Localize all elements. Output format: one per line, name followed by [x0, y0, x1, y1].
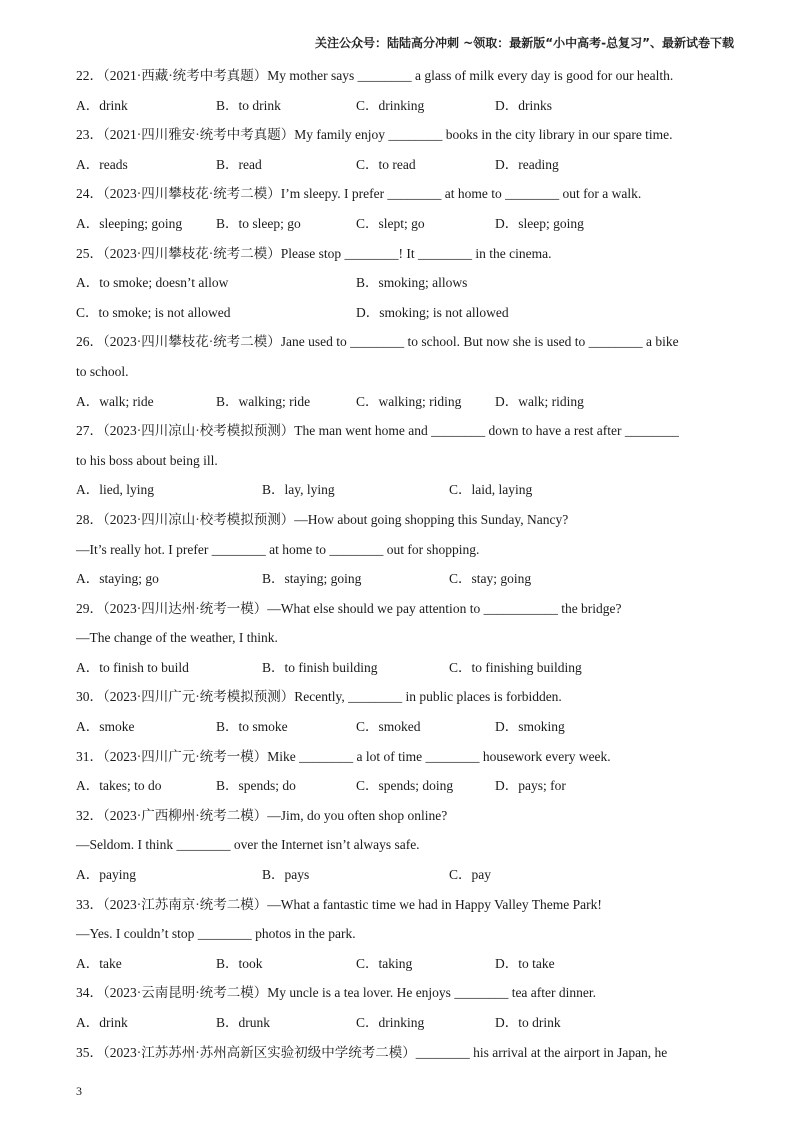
- page-number: 3: [76, 1084, 82, 1098]
- option-d: D．walk; riding: [495, 393, 584, 409]
- option-c: C．smoked: [356, 719, 421, 735]
- option-c: C．laid, laying: [449, 482, 533, 498]
- question-25: 25．（2023·四川攀枝花·统考二模）Please stop ________! It ________ in the cinema.: [76, 245, 552, 261]
- question-23-options: [76, 150, 726, 180]
- option-a: A．takes; to do: [76, 778, 162, 794]
- question-26: 26．（2023·四川攀枝花·统考二模）Jane used to ________ to school. But now she is used to ________ a bike: [76, 334, 679, 350]
- question-34-options: [76, 1008, 726, 1038]
- question-32-options: [76, 860, 726, 890]
- option-d: D．smoking; is not allowed: [356, 304, 509, 320]
- question-33-continued: —Yes. I couldn’t stop ________ photos in the park.: [76, 926, 356, 942]
- option-a: A．reads: [76, 156, 128, 172]
- option-b: B．to smoke: [216, 719, 288, 735]
- option-b: B．to drink: [216, 97, 281, 113]
- option-a: A．to smoke; doesn’t allow: [76, 275, 229, 291]
- option-a: A．paying: [76, 867, 136, 883]
- question-26-continued: to school.: [76, 363, 129, 379]
- question-33: 33．（2023·江苏南京·统考二模）—What a fantastic time we had in Happy Valley Theme Park!: [76, 896, 602, 912]
- question-28-options: [76, 564, 726, 594]
- option-b: B．read: [216, 156, 262, 172]
- question-27-continued: to his boss about being ill.: [76, 452, 218, 468]
- option-d: D．sleep; going: [495, 215, 584, 231]
- question-29-continued: —The change of the weather, I think.: [76, 630, 278, 646]
- option-a: A．smoke: [76, 719, 135, 735]
- option-c: C．drinking: [356, 97, 425, 113]
- question-24-options: [76, 209, 726, 239]
- option-b: B．spends; do: [216, 778, 296, 794]
- question-27-options: [76, 475, 726, 505]
- option-c: C．pay: [449, 867, 491, 883]
- option-c: C．drinking: [356, 1015, 425, 1030]
- option-a: A．drink: [76, 97, 128, 113]
- question-35: 35．（2023·江苏苏州·苏州高新区实验初级中学统考二模）________ his arrival at the airport in Japan, he: [76, 1044, 668, 1060]
- question-22: 22．（2021·西藏·统考中考真题）My mother says ________ a glass of milk every day is good for our health.: [76, 68, 674, 83]
- option-d: D．to drink: [495, 1015, 561, 1030]
- option-b: B．walking; ride: [216, 393, 311, 409]
- option-c: C．to finishing building: [449, 659, 582, 675]
- question-26-options: [76, 387, 726, 417]
- option-c: C．spends; doing: [356, 778, 454, 794]
- question-32: 32．（2023·广西柳州·统考二模）—Jim, do you often shop online?: [76, 807, 448, 823]
- option-b: B．took: [216, 955, 263, 971]
- question-24: 24．（2023·四川攀枝花·统考二模）I’m sleepy. I prefer ________ at home to ________ out for a walk.: [76, 186, 642, 202]
- option-a: A．take: [76, 955, 122, 971]
- question-31: 31．（2023·四川广元·统考一模）Mike ________ a lot of time ________ housework every week.: [76, 748, 611, 764]
- question-23: 23．（2021·四川雅安·统考中考真题）My family enjoy ________ books in the city library in our spare time.: [76, 127, 673, 143]
- question-25-options-row1: [76, 268, 726, 298]
- question-27: 27．（2023·四川凉山·校考模拟预测）The man went home and ________ down to have a rest after ________: [76, 423, 679, 439]
- question-33-options: [76, 949, 726, 979]
- option-b: B．lay, lying: [262, 482, 335, 498]
- option-a: A．to finish to build: [76, 659, 189, 675]
- question-29-options: [76, 653, 726, 683]
- option-b: B．staying; going: [262, 571, 362, 587]
- option-d: D．reading: [495, 156, 559, 172]
- question-30-options: [76, 712, 726, 742]
- question-25-options-row2: [76, 298, 726, 328]
- option-a: A．lied, lying: [76, 482, 154, 498]
- option-c: C．walking; riding: [356, 393, 462, 409]
- question-34: 34．（2023·云南昆明·统考二模）My uncle is a tea lover. He enjoys ________ tea after dinner.: [76, 985, 597, 1001]
- option-c: C．slept; go: [356, 215, 425, 231]
- option-b: B．pays: [262, 867, 310, 883]
- option-c: C．to read: [356, 156, 416, 172]
- option-a: A．walk; ride: [76, 393, 154, 409]
- option-a: A．drink: [76, 1015, 128, 1030]
- option-c: C．stay; going: [449, 571, 532, 587]
- question-list: [76, 61, 726, 1067]
- question-29: 29．（2023·四川达州·统考一模）—What else should we pay attention to ___________ the bridge?: [76, 600, 622, 616]
- option-b: B．smoking; allows: [356, 275, 468, 291]
- question-28: 28．（2023·四川凉山·校考模拟预测）—How about going shopping this Sunday, Nancy?: [76, 511, 569, 527]
- option-d: D．to take: [495, 955, 555, 971]
- option-c: C．to smoke; is not allowed: [76, 304, 231, 320]
- option-c: C．taking: [356, 955, 413, 971]
- question-30: 30．（2023·四川广元·统考模拟预测）Recently, ________ in public places is forbidden.: [76, 689, 562, 705]
- option-a: A．staying; go: [76, 571, 159, 587]
- option-d: D．pays; for: [495, 778, 566, 794]
- question-31-options: [76, 771, 726, 801]
- question-32-continued: —Seldom. I think ________ over the Internet isn’t always safe.: [76, 837, 420, 853]
- option-b: B．to sleep; go: [216, 215, 301, 231]
- option-b: B．drunk: [216, 1015, 270, 1030]
- option-a: A．sleeping; going: [76, 215, 183, 231]
- question-22-options: [76, 91, 726, 121]
- option-d: D．drinks: [495, 97, 552, 113]
- option-d: D．smoking: [495, 719, 565, 735]
- page-header: 关注公众号：陆陆高分冲刺 ~领取：最新版“小中高考-总复习”、最新试卷下载: [315, 36, 734, 50]
- question-28-continued: —It’s really hot. I prefer ________ at home to ________ out for shopping.: [76, 541, 480, 557]
- option-b: B．to finish building: [262, 659, 378, 675]
